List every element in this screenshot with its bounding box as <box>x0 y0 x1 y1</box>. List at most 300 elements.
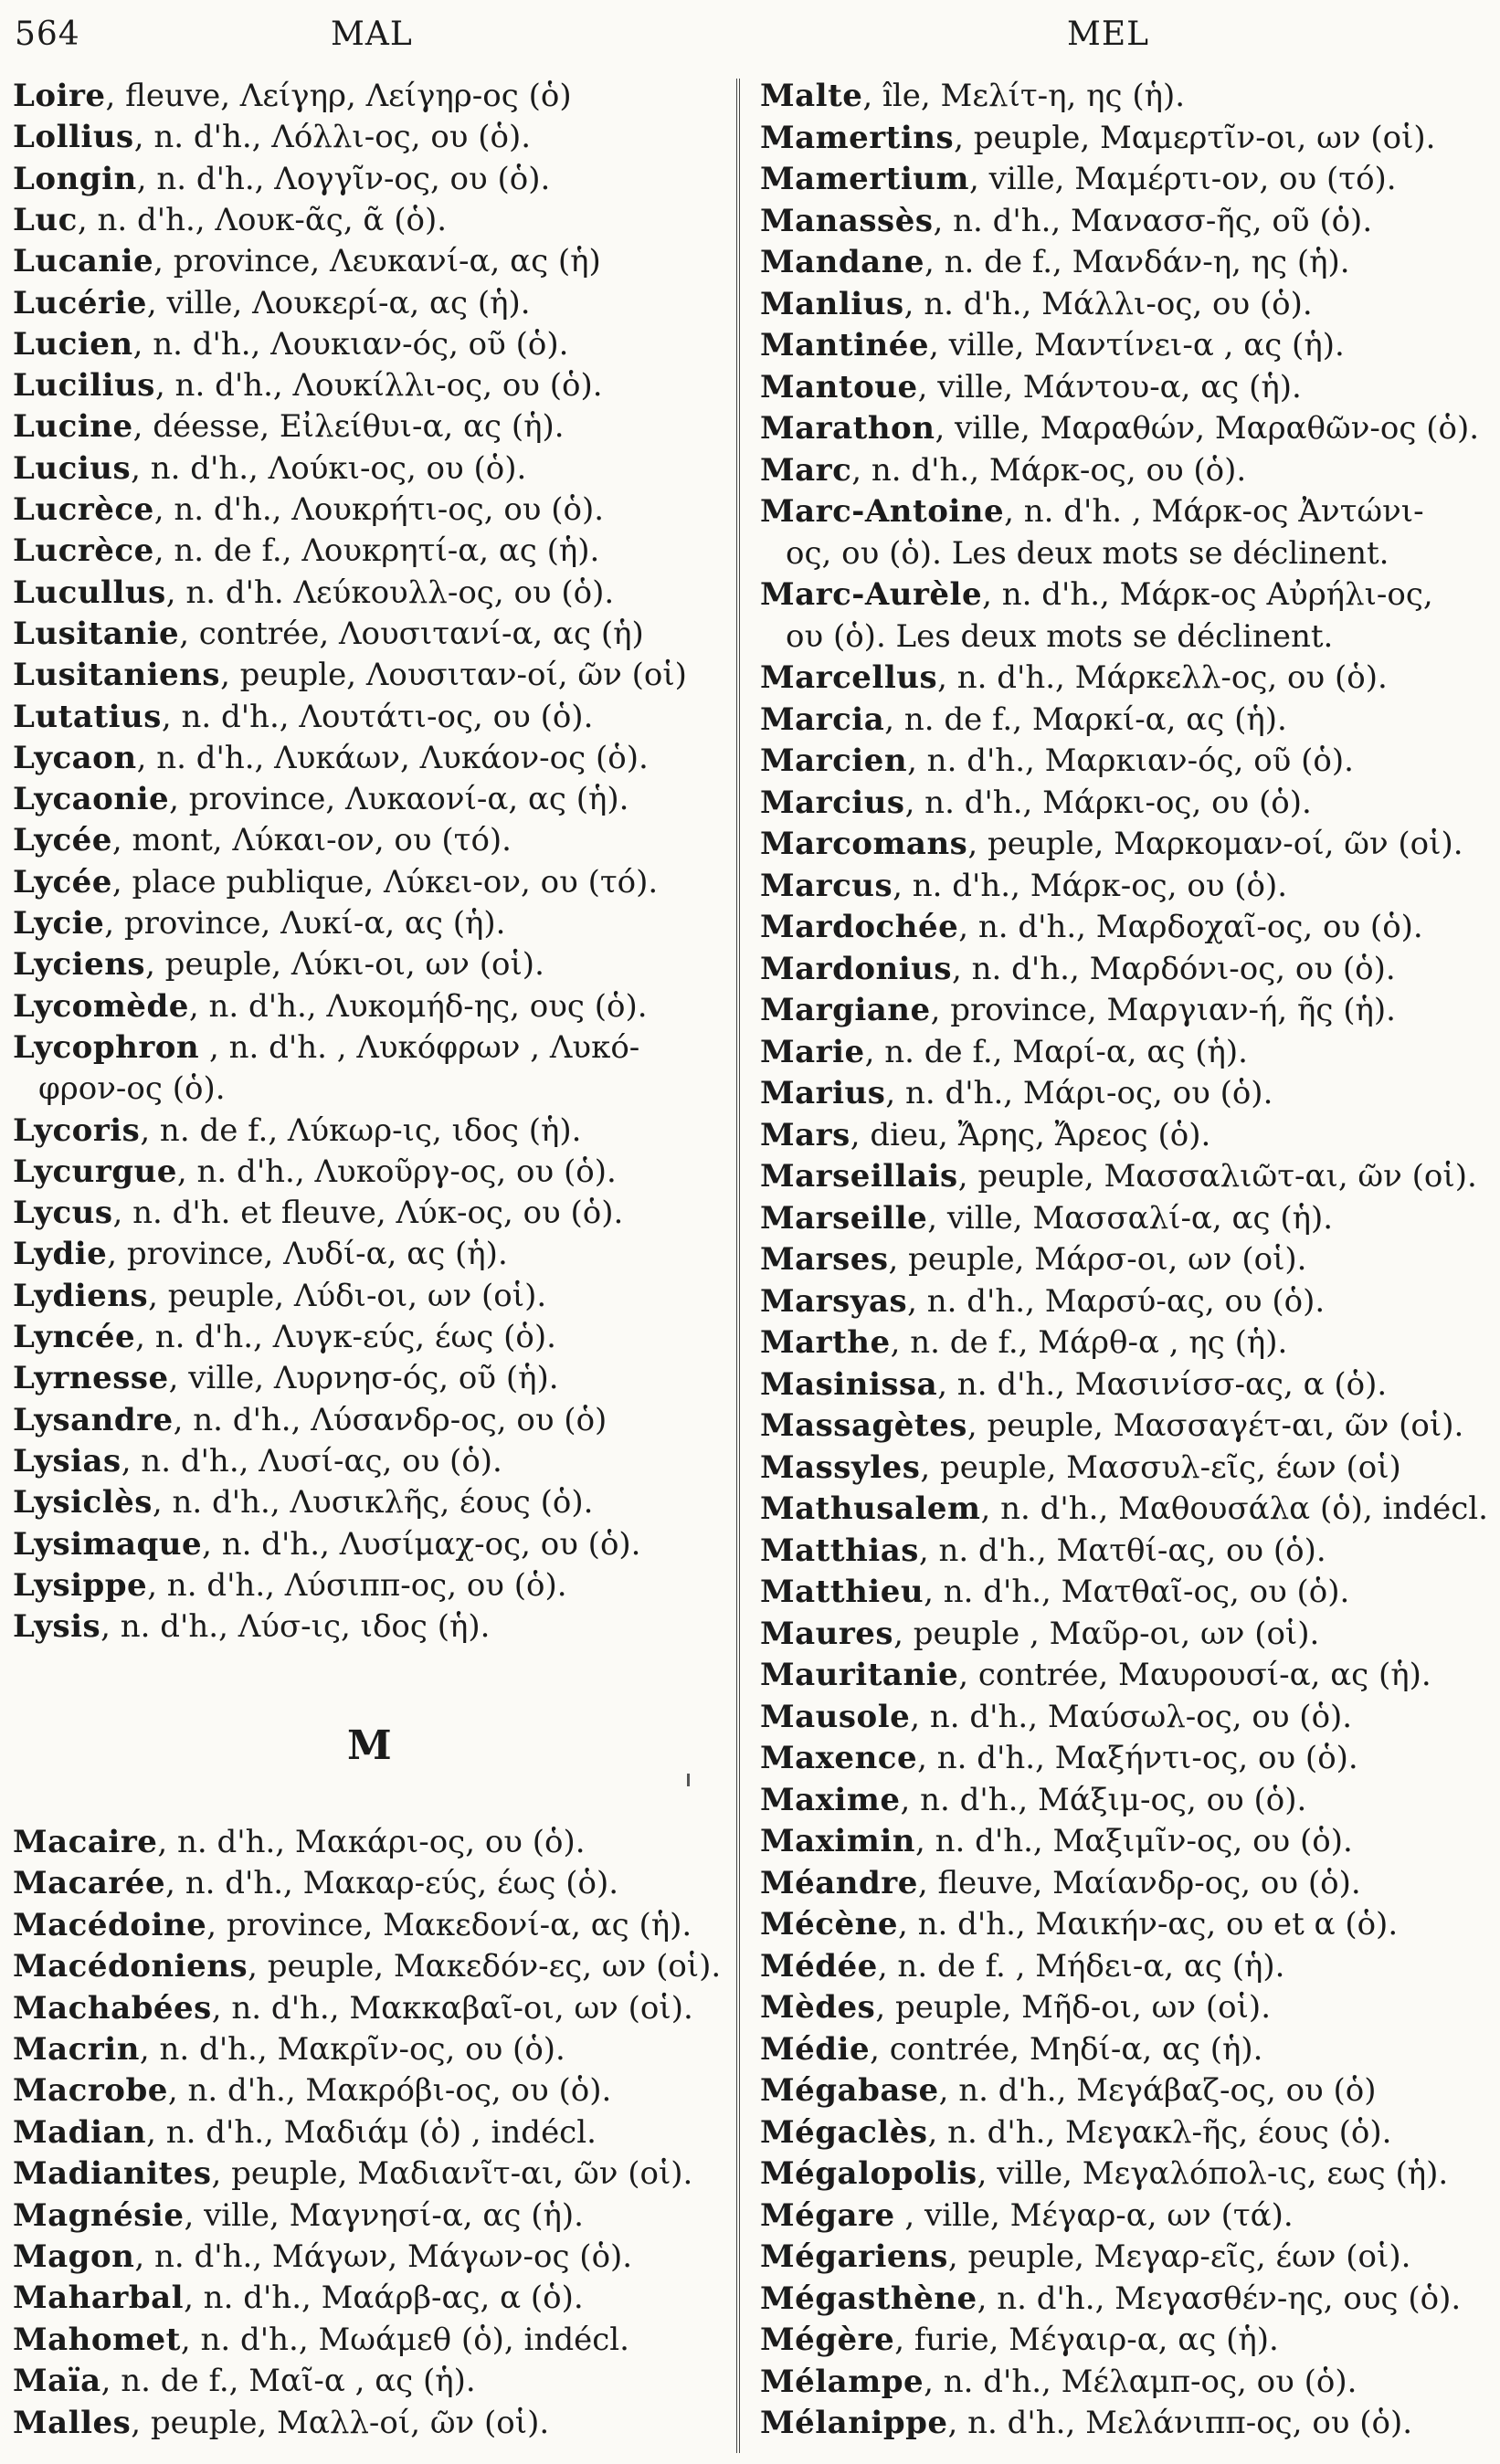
entry-headword: Macédoine <box>13 1906 207 1943</box>
dictionary-entry <box>760 1864 1491 1902</box>
dictionary-entry <box>13 1194 725 1232</box>
dictionary-entry <box>760 285 1491 323</box>
dictionary-entry <box>13 1525 725 1564</box>
entry-headword: Maximin <box>760 1823 915 1859</box>
dictionary-entry <box>13 1277 725 1315</box>
entry-definition: , n. d'h., Μακρῖν-ος, ου (ὁ). <box>139 2031 565 2068</box>
entry-definition: ου (ὁ). Les deux mots se déclinent. <box>786 617 1334 655</box>
dictionary-entry <box>13 1153 725 1191</box>
entry-definition: , n. d'h., Μάλλι-ος, ου (ὁ). <box>903 285 1313 322</box>
entry-definition: , n. d'h., Ματθαῖ-ος, ου (ὁ). <box>924 1574 1350 1610</box>
entry-headword: Macrin <box>13 2031 140 2068</box>
dictionary-entry <box>13 2071 725 2110</box>
entry-headword: Maxime <box>760 1781 901 1818</box>
dictionary-entry <box>760 2071 1491 2110</box>
dictionary-entry <box>13 201 725 239</box>
dictionary-entry <box>13 615 725 653</box>
entry-headword: Massyles <box>760 1448 921 1486</box>
entry-definition: , n. d'h., Μεγασθέν-ης, ους (ὁ). <box>977 2280 1462 2317</box>
dictionary-entry <box>13 2113 725 2152</box>
entry-headword: Madian <box>13 2113 147 2151</box>
entry-headword: Lysippe <box>13 1566 148 1604</box>
entry-headword: Lyciens <box>13 946 146 984</box>
dictionary-entry <box>760 2238 1491 2276</box>
entry-definition: , n. de f., Λουκρητί-α, ας (ἡ). <box>153 532 600 570</box>
entry-headword: Marathon <box>760 410 935 447</box>
entry-headword: Massagètes <box>760 1407 967 1444</box>
entry-headword: Manassès <box>760 202 934 239</box>
entry-definition: , n. d'h., Λυσικλῆς, έους (ὁ). <box>152 1484 594 1522</box>
entry-definition: , n. d'h. Λεύκουλλ-ος, ου (ὁ). <box>165 574 615 611</box>
entry-headword: Mantinée <box>760 327 929 363</box>
entry-definition: , n. d'h., Λογγῖν-ος, ου (ὁ). <box>136 160 551 197</box>
entry-headword: Lycaonie <box>13 781 170 818</box>
entry-definition: , n. d'h., Μαθουσάλα (ὁ), indécl. <box>980 1490 1488 1527</box>
entry-headword: Mars <box>760 1116 850 1153</box>
entry-definition: , contrée, Μηδί-α, ας (ἡ). <box>870 2030 1263 2068</box>
entry-definition: , peuple, Μασσαλιῶτ-αι, ῶν (οἱ). <box>957 1158 1477 1195</box>
entry-headword: Maxence <box>760 1740 918 1776</box>
entry-definition: , n. d'h., Μάρκ-ος, ου (ὁ). <box>851 451 1247 489</box>
entry-definition: , n. d'h., Μακρόβι-ος, ου (ὁ). <box>167 2072 612 2110</box>
dictionary-entry <box>13 1483 725 1522</box>
entry-definition: , peuple, Μαμερτῖν-οι, ων (οἱ). <box>954 119 1436 156</box>
entry-definition: , fleuve, Λείγηρ, Λείγηρ-ος (ὁ) <box>105 78 572 114</box>
entry-definition: , n. d'h., Λύσ-ις, ιδος (ἡ). <box>100 1608 491 1646</box>
dictionary-entry <box>760 1406 1491 1445</box>
entry-definition: , mont, Λύκαι-ον, ου (τό). <box>111 822 512 859</box>
entry-definition: , peuple , Μαῦρ-οι, ων (οἱ). <box>893 1615 1320 1652</box>
entry-headword: Lucérie <box>13 284 147 321</box>
entry-headword: Lyncée <box>13 1319 136 1355</box>
entry-definition: , n. d'h., Λουκ-ᾶς, ᾶ (ὁ). <box>77 201 448 238</box>
entry-definition: , peuple, Μακεδόν-ες, ων (οἱ). <box>248 1948 722 1985</box>
entry-headword: Lucius <box>13 449 132 487</box>
dictionary-entry <box>13 325 725 363</box>
entry-headword: Marcia <box>760 700 885 738</box>
entry-headword: Mamertins <box>760 119 955 156</box>
dictionary-entry <box>760 991 1491 1029</box>
entry-headword: Marcomans <box>760 826 968 862</box>
entry-definition: , ville, Μεγαλόπολ-ις, εως (ἡ). <box>977 2155 1449 2192</box>
dictionary-entry <box>13 1442 725 1480</box>
entry-definition: , n. d'h., Λυκάων, Λυκάον-ος (ὁ). <box>136 739 649 776</box>
entry-definition: , n. d'h., Μάρι-ος, ου (ὁ). <box>885 1075 1273 1111</box>
entry-headword: Marses <box>760 1241 889 1278</box>
dictionary-entry <box>13 987 725 1026</box>
entry-definition: , ville, Λυρνησ-ός, οῦ (ἡ). <box>168 1360 559 1397</box>
entry-continuation <box>760 617 1491 656</box>
dictionary-entry <box>13 449 725 488</box>
dictionary-entry <box>13 118 725 156</box>
entry-definition: , ville, Μαγνησί-α, ας (ἡ). <box>184 2196 584 2234</box>
entry-headword: Marc <box>760 451 852 489</box>
entry-definition: , dieu, Ἄρης, Ἄρεος (ὁ). <box>850 1116 1211 1153</box>
entry-headword: Macrobe <box>13 2072 168 2110</box>
entry-headword: Macédoniens <box>13 1948 248 1985</box>
entry-definition: , n. d'h., Λυκομήδ-ης, ους (ὁ). <box>188 987 648 1025</box>
entry-definition: , contrée, Λουσιτανί-α, ας (ἡ) <box>179 615 644 652</box>
entry-headword: Lysiclès <box>13 1484 153 1522</box>
entry-definition: , ville, Μαραθών, Μαραθῶν-ος (ὁ). <box>935 410 1480 447</box>
dictionary-entry <box>760 243 1491 281</box>
page-header <box>0 0 1500 57</box>
entry-headword: Margiane <box>760 992 931 1028</box>
entry-definition: , peuple, Μασσυλ-εῖς, έων (οἱ) <box>920 1448 1401 1486</box>
entry-headword: Mélampe <box>760 2363 924 2400</box>
entry-definition: , ville, Μασσαλί-α, ας (ἡ). <box>927 1199 1334 1237</box>
dictionary-entry <box>760 575 1491 614</box>
entry-headword: Lydie <box>13 1236 108 1273</box>
dictionary-entry <box>13 160 725 198</box>
entry-definition: , peuple, Μαδιανῖτ-αι, ῶν (οἱ). <box>211 2155 693 2193</box>
entry-definition: , n. d'h., Μάξιμ-ος, ου (ὁ). <box>900 1781 1307 1818</box>
entry-headword: Macarée <box>13 1865 166 1902</box>
entry-definition: , n. d'h., Μαάρβ-ας, α (ὁ). <box>184 2280 584 2317</box>
dictionary-entry <box>760 1698 1491 1736</box>
entry-continuation <box>13 1069 725 1108</box>
entry-definition: , n. d'h., Μαικήν-ας, ου et α (ὁ). <box>897 1906 1399 1943</box>
entry-definition: , n. d'h., Μανασσ-ῆς, οῦ (ὁ). <box>933 202 1373 239</box>
entry-headword: Mauritanie <box>760 1657 959 1693</box>
entry-definition: , n. d'h., Λυκοῦργ-ος, ου (ὁ). <box>176 1153 617 1190</box>
entry-headword: Lollius <box>13 119 134 156</box>
dictionary-entry <box>13 2404 725 2442</box>
entry-definition: , n. d'h., Μασινίσσ-ας, α (ὁ). <box>937 1365 1388 1403</box>
entry-definition: , peuple, Μάρσ-οι, ων (οἱ). <box>888 1241 1307 1278</box>
entry-headword: Lysias <box>13 1442 121 1479</box>
entry-headword: Lysimaque <box>13 1525 203 1563</box>
entry-definition: , n. d'h., Λουκιαν-ός, οῦ (ὁ). <box>132 325 569 363</box>
entry-definition: , n. d'h., Μάρκελλ-ος, ου (ὁ). <box>937 659 1388 696</box>
dictionary-entry <box>760 160 1491 198</box>
dictionary-entry <box>13 242 725 280</box>
entry-definition: , province, Μαργιαν-ή, ῆς (ἡ). <box>930 992 1396 1028</box>
dictionary-entry <box>760 119 1491 157</box>
dictionary-entry <box>760 1157 1491 1195</box>
dictionary-entry <box>760 1947 1491 1985</box>
entry-definition: , n. d'h., Μάρκ-ος Αὐρήλι-ος, <box>982 576 1433 613</box>
entry-headword: Matthias <box>760 1532 919 1569</box>
dictionary-entry <box>760 1282 1491 1321</box>
entry-headword: Mèdes <box>760 1989 876 2026</box>
entry-headword: Lycophron <box>13 1028 200 1066</box>
entry-headword: Lucrèce <box>13 491 154 528</box>
entry-definition: , n. d'h., Λούκι-ος, ου (ὁ). <box>131 449 527 487</box>
entry-headword: Magnésie <box>13 2196 185 2234</box>
dictionary-entry <box>760 1573 1491 1611</box>
entry-definition: , n. d'h., Λόλλι-ος, ου (ὁ). <box>133 119 532 156</box>
entry-definition: , n. d'h., Μέλαμπ-ος, ου (ὁ). <box>924 2363 1357 2400</box>
entry-definition: , province, Μακεδονί-α, ας (ἡ). <box>206 1906 692 1943</box>
entry-headword: Marcius <box>760 784 905 821</box>
dictionary-entry <box>13 739 725 777</box>
entry-definition: , peuple, Μαλλ-οί, ῶν (οἱ). <box>131 2404 550 2441</box>
entry-definition: , n. d'h., Μάρκ-ος, ου (ὁ). <box>893 867 1288 904</box>
entry-headword: Lycus <box>13 1195 113 1232</box>
entry-definition: ος, ου (ὁ). Les deux mots se déclinent. <box>786 534 1389 572</box>
entry-definition: , n. d'h., Μαρδοχαῖ-ος, ου (ὁ). <box>958 909 1423 945</box>
column-divider <box>736 79 740 2453</box>
entry-headword: Loire <box>13 78 106 114</box>
dictionary-entry <box>13 698 725 736</box>
dictionary-entry <box>13 2154 725 2193</box>
entry-definition: , province, Λυκί-α, ας (ἡ). <box>104 905 506 942</box>
dictionary-entry <box>760 1656 1491 1694</box>
dictionary-entry <box>13 904 725 942</box>
dictionary-entry <box>13 945 725 984</box>
entry-definition: , n. de f., Μάρθ-α , ης (ἡ). <box>890 1324 1288 1361</box>
entry-definition: , n. de f., Μαρί-α, ας (ἡ). <box>864 1033 1248 1070</box>
entry-definition: , n. de f., Μαρκί-α, ας (ἡ). <box>884 700 1287 738</box>
entry-headword: Lycomède <box>13 987 189 1025</box>
entry-definition: , île, Μελίτ-η, ης (ἡ). <box>862 78 1186 114</box>
entry-definition: , n. d'h., Μακάρι-ος, ου (ὁ). <box>157 1824 586 1860</box>
dictionary-entry <box>13 863 725 901</box>
entry-headword: Mandane <box>760 244 925 280</box>
dictionary-entry <box>760 1365 1491 1404</box>
entry-continuation <box>760 534 1491 573</box>
dictionary-entry <box>760 492 1491 531</box>
entry-headword: Lysandre <box>13 1401 174 1438</box>
dictionary-entry <box>13 1906 725 1944</box>
entry-definition: , déesse, Εἰλείθυι-α, ας (ἡ). <box>132 408 565 446</box>
entry-headword: Matthieu <box>760 1574 924 1610</box>
dictionary-entry <box>760 1323 1491 1362</box>
dictionary-entry <box>760 784 1491 822</box>
entry-definition: , fleuve, Μαίανδρ-ος, ου (ὁ). <box>917 1864 1361 1901</box>
dictionary-entry <box>760 1988 1491 2027</box>
dictionary-entry <box>13 1566 725 1605</box>
dictionary-entry <box>760 1739 1491 1777</box>
entry-headword: Marsyas <box>760 1282 908 1320</box>
entry-definition: , n. d'h. et fleuve, Λύκ-ος, ου (ὁ). <box>112 1195 624 1232</box>
entry-headword: Lucrèce <box>13 532 154 570</box>
entry-definition: , n. d'h., Μαύσωλ-ος, ου (ὁ). <box>910 1698 1353 1735</box>
entry-definition: , furie, Μέγαιρ-α, ας (ἡ). <box>894 2322 1279 2358</box>
entry-headword: Maures <box>760 1615 894 1652</box>
entry-definition: , n. de f., Μαῖ-α , ας (ἡ). <box>100 2363 476 2400</box>
entry-definition: φρον-ος (ὁ). <box>38 1070 226 1108</box>
entry-definition: , n. de f. , Μήδει-α, ας (ἡ). <box>877 1947 1285 1985</box>
dictionary-entry <box>760 658 1491 697</box>
entry-headword: Magon <box>13 2238 135 2275</box>
dictionary-entry <box>760 1490 1491 1528</box>
entry-definition: , n. d'h., Ματθί-ας, ου (ὁ). <box>918 1532 1326 1569</box>
dictionary-entry <box>760 825 1491 863</box>
entry-definition: , n. d'h., Λύσιππ-ος, ου (ὁ). <box>147 1566 567 1604</box>
entry-headword: Marseillais <box>760 1158 958 1195</box>
entry-definition: , province, Λευκανί-α, ας (ἡ) <box>153 243 601 280</box>
dictionary-entry <box>760 1240 1491 1279</box>
dictionary-entry <box>13 407 725 446</box>
entry-headword: Marseille <box>760 1199 928 1237</box>
dictionary-entry <box>13 1028 725 1067</box>
dictionary-entry <box>13 1359 725 1397</box>
entry-definition: , n. d'h., Λυσί-ας, ου (ὁ). <box>121 1442 502 1479</box>
entry-headword: Mégasthène <box>760 2280 977 2317</box>
entry-headword: Médée <box>760 1947 878 1985</box>
dictionary-entry <box>13 2362 725 2400</box>
entry-headword: Mécène <box>760 1906 898 1943</box>
dictionary-entry <box>13 1607 725 1646</box>
entry-definition: , n. d'h., Μαρσύ-ας, ου (ὁ). <box>907 1282 1326 1320</box>
dictionary-entry <box>760 368 1491 406</box>
entry-definition: , place publique, Λύκει-ον, ου (τό). <box>111 863 659 900</box>
entry-headword: Maïa <box>13 2363 101 2400</box>
entry-definition: , n. d'h., Μακαρ-εύς, έως (ὁ). <box>165 1865 619 1902</box>
entry-definition: , n. de f., Λύκωρ-ις, ιδος (ἡ). <box>140 1111 582 1149</box>
dictionary-entry <box>13 1823 725 1861</box>
entry-definition: , n. d'h. , Μάρκ-ος Ἀντώνι- <box>1004 493 1424 530</box>
entry-definition: , n. d'h., Λυγκ-εύς, έως (ὁ). <box>135 1319 556 1355</box>
entry-headword: Mamertium <box>760 161 970 197</box>
dictionary-entry <box>760 2030 1491 2069</box>
dictionary-entry <box>13 1111 725 1150</box>
entry-definition: , contrée, Μαυρουσί-α, ας (ἡ). <box>958 1657 1431 1693</box>
entry-headword: Mathusalem <box>760 1490 981 1527</box>
entry-definition: , province, Λυκαονί-α, ας (ἡ). <box>169 781 629 818</box>
entry-definition: , n. d'h., Λύσανδρ-ος, ου (ὁ) <box>173 1401 607 1438</box>
entry-headword: Mardonius <box>760 950 953 987</box>
dictionary-entry <box>760 908 1491 946</box>
entry-headword: Marc-Aurèle <box>760 576 983 613</box>
dictionary-entry <box>760 1033 1491 1071</box>
entry-definition: , province, Λυδί-α, ας (ἡ). <box>107 1236 508 1273</box>
entry-definition: , n. d'h., Μεγάβαζ-ος, ου (ὁ) <box>938 2072 1377 2109</box>
dictionary-entry <box>760 700 1491 739</box>
dictionary-entry <box>760 867 1491 905</box>
section-letter: M <box>347 1722 394 1769</box>
dictionary-entry <box>13 284 725 322</box>
dictionary-entry <box>760 409 1491 448</box>
dictionary-entry <box>760 950 1491 988</box>
entry-headword: Mélanippe <box>760 2405 948 2441</box>
entry-definition: , peuple, Λουσιταν-οί, ῶν (οἱ) <box>220 657 687 694</box>
dictionary-entry <box>13 2196 725 2235</box>
dictionary-entry <box>13 2030 725 2069</box>
entry-definition: , n. d'h., Μάρκι-ος, ου (ὁ). <box>904 784 1312 821</box>
entry-definition: , peuple, Λύκι-οι, ων (οἱ). <box>145 946 544 984</box>
entry-headword: Madianites <box>13 2155 212 2193</box>
dictionary-entry <box>760 1781 1491 1819</box>
entry-headword: Marcellus <box>760 659 938 696</box>
entry-headword: Lucine <box>13 408 133 446</box>
entry-definition: , n. d'h. , Λυκόφρων , Λυκό- <box>199 1028 640 1066</box>
dictionary-entry <box>13 821 725 859</box>
entry-definition: , ville, Μέγαρ-α, ων (τά). <box>894 2196 1294 2234</box>
dictionary-entry <box>13 1318 725 1356</box>
guide-word-right: MEL <box>1067 16 1150 53</box>
entry-headword: Lycaon <box>13 739 137 776</box>
entry-headword: Mégariens <box>760 2238 948 2275</box>
entry-definition: , peuple, Μεγαρ-εῖς, έων (οἱ). <box>947 2238 1411 2275</box>
entry-definition: , n. d'h., Μαξιμῖν-ος, ου (ὁ). <box>914 1823 1353 1859</box>
entry-definition: , ville, Μαμέρτι-ον, ου (τό). <box>969 161 1397 197</box>
dictionary-entry <box>760 326 1491 364</box>
dictionary-entry <box>760 2280 1491 2318</box>
entry-headword: Malles <box>13 2404 132 2441</box>
entry-headword: Lucullus <box>13 574 166 611</box>
decorative-mark <box>687 1774 690 1786</box>
entry-headword: Mahomet <box>13 2321 181 2358</box>
dictionary-entry <box>760 202 1491 240</box>
entry-definition: , n. d'h., Μαδιάμ (ὁ) , indécl. <box>146 2113 597 2151</box>
dictionary-entry <box>760 2196 1491 2235</box>
dictionary-entry <box>13 2238 725 2276</box>
dictionary-entry <box>760 742 1491 780</box>
dictionary-entry <box>760 2154 1491 2193</box>
entry-headword: Mégabase <box>760 2072 939 2109</box>
entry-headword: Lycoris <box>13 1111 141 1149</box>
entry-definition: , n. d'h., Μάγων, Μάγων-ος (ὁ). <box>134 2238 633 2275</box>
entry-definition: , n. d'h., Λουκίλλι-ος, ου (ὁ). <box>154 367 603 405</box>
entry-headword: Machabées <box>13 1989 212 2027</box>
dictionary-entry <box>13 532 725 570</box>
dictionary-entry <box>13 1989 725 2027</box>
dictionary-entry <box>13 656 725 694</box>
entry-headword: Mégère <box>760 2322 895 2358</box>
entry-headword: Marius <box>760 1075 886 1111</box>
entry-headword: Lyrnesse <box>13 1360 169 1397</box>
dictionary-entry <box>760 77 1491 115</box>
dictionary-entry <box>13 2321 725 2359</box>
entry-definition: , peuple, Λύδι-οι, ων (οἱ). <box>148 1277 547 1314</box>
entry-headword: Luc <box>13 201 78 238</box>
entry-definition: , n. d'h., Λουτάτι-ος, ου (ὁ). <box>161 698 594 735</box>
dictionary-entry <box>760 1116 1491 1154</box>
guide-word-left: MAL <box>331 16 413 53</box>
entry-headword: Mardochée <box>760 909 959 945</box>
entry-headword: Lucilius <box>13 367 155 405</box>
entry-definition: , n. d'h., Μαρκιαν-ός, οῦ (ὁ). <box>907 742 1354 779</box>
dictionary-entry <box>13 77 725 115</box>
entry-headword: Marie <box>760 1033 865 1070</box>
dictionary-entry <box>760 2363 1491 2401</box>
dictionary-entry <box>13 1235 725 1273</box>
dictionary-entry <box>760 2321 1491 2359</box>
entry-headword: Macaire <box>13 1824 158 1860</box>
dictionary-entry <box>760 451 1491 490</box>
dictionary-entry <box>13 490 725 529</box>
entry-headword: Malte <box>760 78 863 114</box>
dictionary-entry <box>13 1401 725 1439</box>
entry-headword: Méandre <box>760 1864 918 1901</box>
entry-headword: Lycée <box>13 822 112 859</box>
entry-definition: , n. d'h., Μωάμεθ (ὁ), indécl. <box>180 2321 629 2358</box>
entry-headword: Mantoue <box>760 368 918 405</box>
dictionary-entry <box>760 2113 1491 2152</box>
dictionary-entry <box>13 366 725 405</box>
dictionary-entry <box>760 1448 1491 1487</box>
entry-headword: Lydiens <box>13 1277 149 1314</box>
entry-definition: , n. d'h., Μαξήντι-ος, ου (ὁ). <box>917 1740 1358 1776</box>
entry-headword: Lusitanie <box>13 615 180 652</box>
entry-headword: Lucien <box>13 325 133 363</box>
entry-headword: Mausole <box>760 1698 911 1735</box>
dictionary-entry <box>13 2279 725 2317</box>
dictionary-entry <box>760 2404 1491 2442</box>
entry-headword: Lutatius <box>13 698 162 735</box>
entry-definition: , n. de f., Μανδάν-η, ης (ἡ). <box>924 244 1350 280</box>
dictionary-entry <box>760 1905 1491 1943</box>
dictionary-entry <box>13 780 725 818</box>
entry-definition: , n. d'h., Μεγακλ-ῆς, έους (ὁ). <box>927 2113 1392 2151</box>
entry-headword: Marcus <box>760 867 893 904</box>
entry-headword: Lycurgue <box>13 1153 177 1190</box>
entry-headword: Lysis <box>13 1608 101 1646</box>
entry-definition: , ville, Μάντου-α, ας (ἡ). <box>917 368 1302 405</box>
